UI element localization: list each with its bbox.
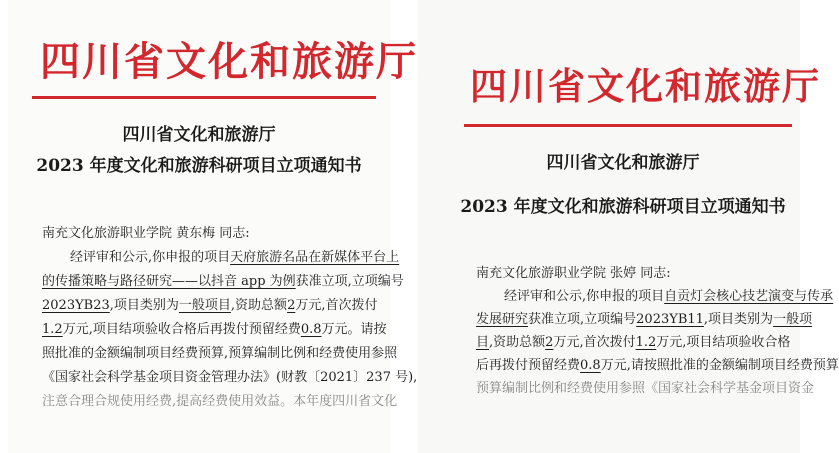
body-line: 发展研究获准立项,立项编号2023YB11,项目类别为一般项: [476, 312, 813, 327]
project-code: 2023YB23: [42, 298, 110, 313]
body-line: 照批准的金额编制项目经费预算,预算编制比例和经费使用参照: [42, 346, 398, 361]
document-title-org: 四川省文化和旅游厅: [546, 153, 700, 173]
body-line: 目,资助总额2万元,首次拨付1.2万元,项目结项验收合格: [476, 335, 791, 350]
first-payment: 1.2: [42, 322, 63, 337]
document-body: [476, 262, 839, 400]
body-line: 经评审和公示,你申报的项目天府旅游名品在新媒体平台上: [70, 250, 400, 265]
reserved-funding: 0.8: [580, 358, 601, 373]
project-title: 的传播策略与路径研究——以抖音 app 为例: [42, 274, 296, 289]
issuer-header: 四川省文化和旅游厅: [40, 38, 418, 85]
document-title-org: 四川省文化和旅游厅: [122, 125, 276, 145]
body-line-cropped: 预算编制比例和经费使用参照《国家社会科学基金项目资金: [476, 381, 815, 396]
red-divider: [32, 96, 376, 99]
funding-total: 2: [545, 335, 554, 350]
body-line: 2023YB23,项目类别为一般项目,资助总额2万元,首次拨付: [42, 298, 378, 313]
reserved-funding: 0.8: [300, 322, 322, 337]
document-title: 2023 年度文化和旅游科研项目立项通知书: [460, 197, 786, 217]
salutation: 南充文化旅游职业学院 黄东梅 同志:: [42, 226, 250, 241]
notice-document-right: [418, 0, 839, 453]
project-title: 自贡灯会核心技艺演变与传承: [664, 289, 834, 304]
document-title: 2023 年度文化和旅游科研项目立项通知书: [36, 156, 362, 176]
project-title: 天府旅游名品在新媒体平台上: [230, 250, 400, 265]
first-payment: 1.2: [635, 335, 657, 350]
notice-document-left: [8, 0, 418, 453]
body-line-cropped: 注意合理合规使用经费,提高经费使用效益。本年度四川省文化: [42, 394, 398, 409]
project-code: 2023YB11: [636, 312, 704, 327]
body-line: 《国家社会科学基金项目资金管理办法》(财教〔2021〕237 号),: [42, 370, 418, 385]
body-line: 经评审和公示,你申报的项目自贡灯会核心技艺演变与传承: [504, 289, 834, 304]
funding-total: 2: [287, 298, 296, 313]
project-title: 发展研究: [476, 312, 529, 327]
body-line: 1.2万元,项目结项验收合格后再拨付预留经费0.8万元。请按: [42, 322, 387, 337]
document-body: [42, 222, 418, 414]
issuer-header: 四川省文化和旅游厅: [470, 64, 821, 108]
project-category: 一般项目: [178, 298, 231, 313]
body-line: 的传播策略与路径研究——以抖音 app 为例获准立项,立项编号: [42, 274, 404, 289]
salutation: 南充文化旅游职业学院 张婷 同志:: [476, 266, 671, 281]
red-divider: [464, 124, 792, 127]
body-line: 后再拨付预留经费0.8万元,请按照批准的金额编制项目经费预算: [476, 358, 839, 373]
project-category: 一般项: [773, 312, 813, 327]
